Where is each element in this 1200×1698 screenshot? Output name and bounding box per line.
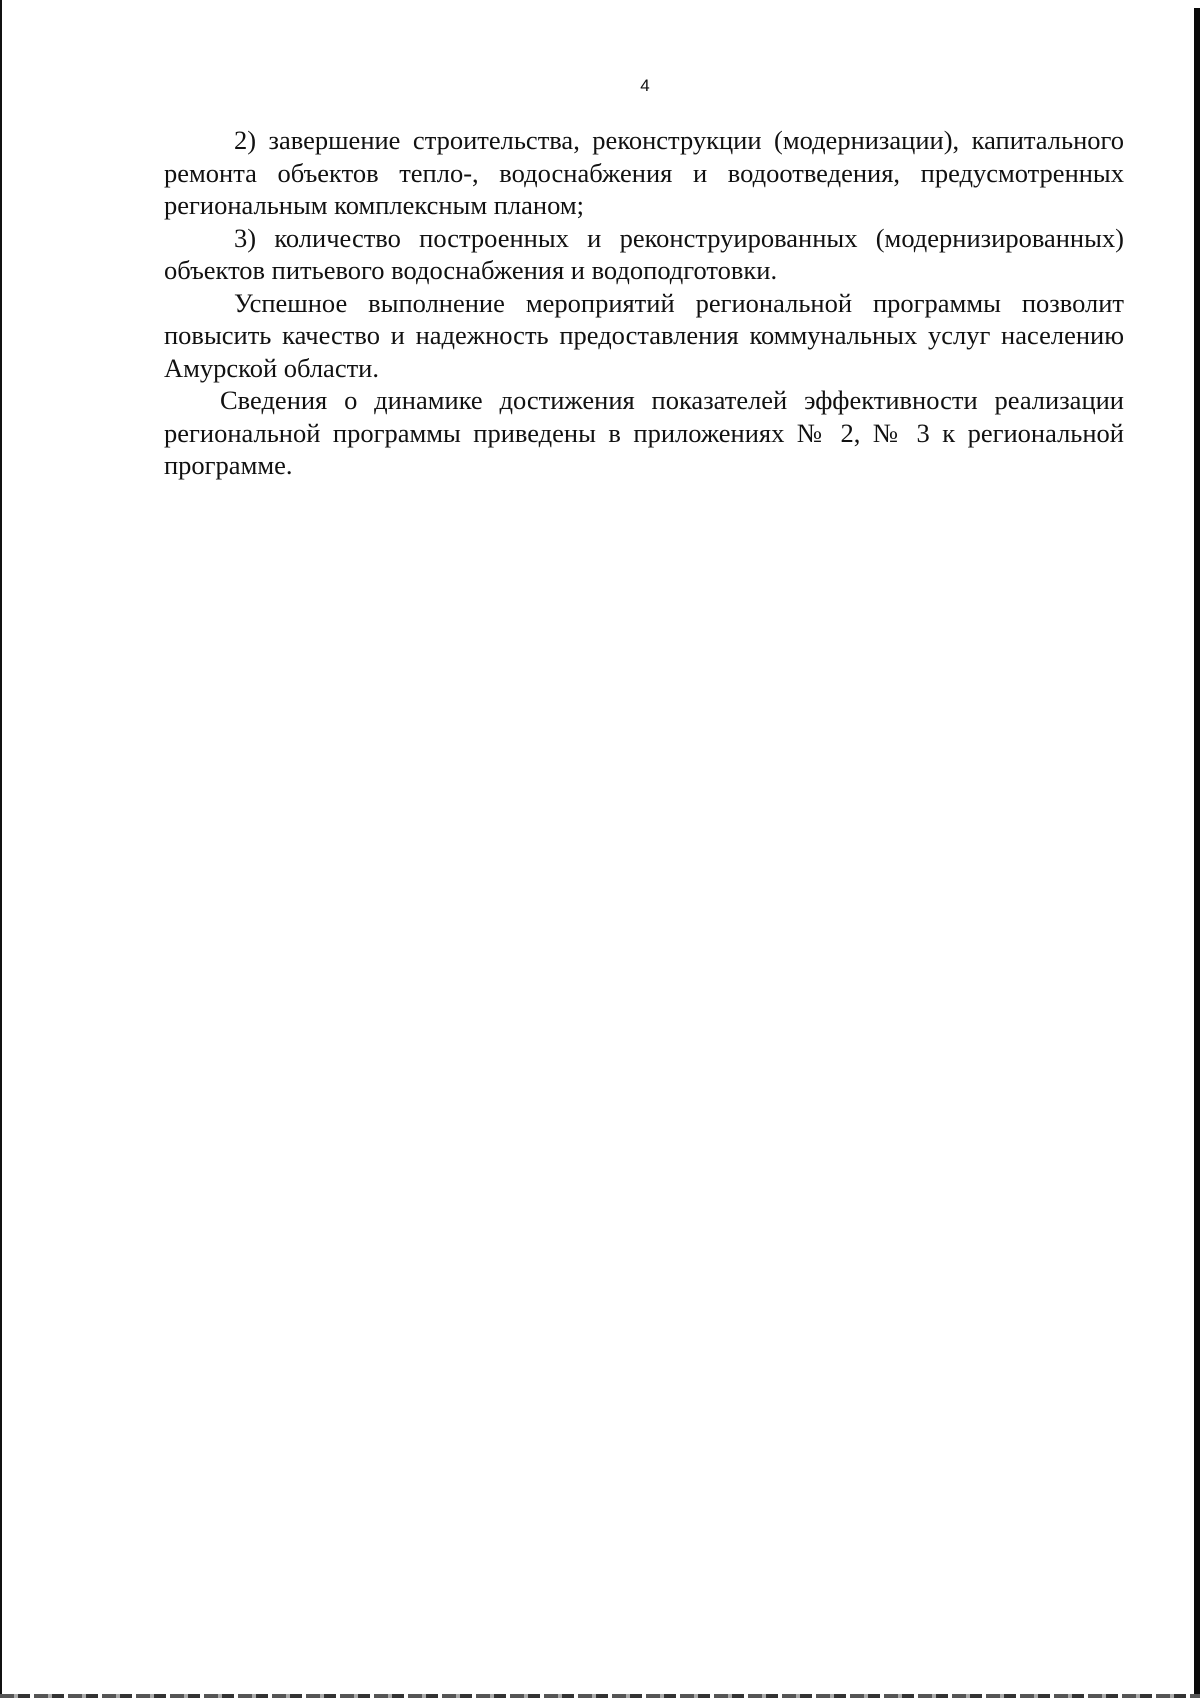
document-body [164,124,1124,482]
paragraph-item-2: 2) завершение строительства, реконструкции (модернизации), капитального ремонта объектов тепло-, водоснабжения и водоотведения, предусмотренных региональным комплексным планом; [164,125,1124,220]
page-number: 4 [640,76,650,95]
scan-edge-bottom [0,1694,1200,1698]
paragraph-expected-results: Успешное выполнение мероприятий региональной программы позволит повысить качество и надежность предоставления коммунальных услуг населению Амурской области. [164,287,1124,383]
scan-edge-right [1194,8,1200,1698]
paragraph-item-3: 3) количество построенных и реконструированных (модернизированных) объектов питьевого водоснабжения и водоподготовки. [164,222,1124,285]
paragraph-indicators-reference: Сведения о динамике достижения показателей эффективности реализации региональной программы приведены в приложениях № 2, № 3 к региональной программе. [164,385,1124,480]
scan-edge-left [0,0,2,1698]
